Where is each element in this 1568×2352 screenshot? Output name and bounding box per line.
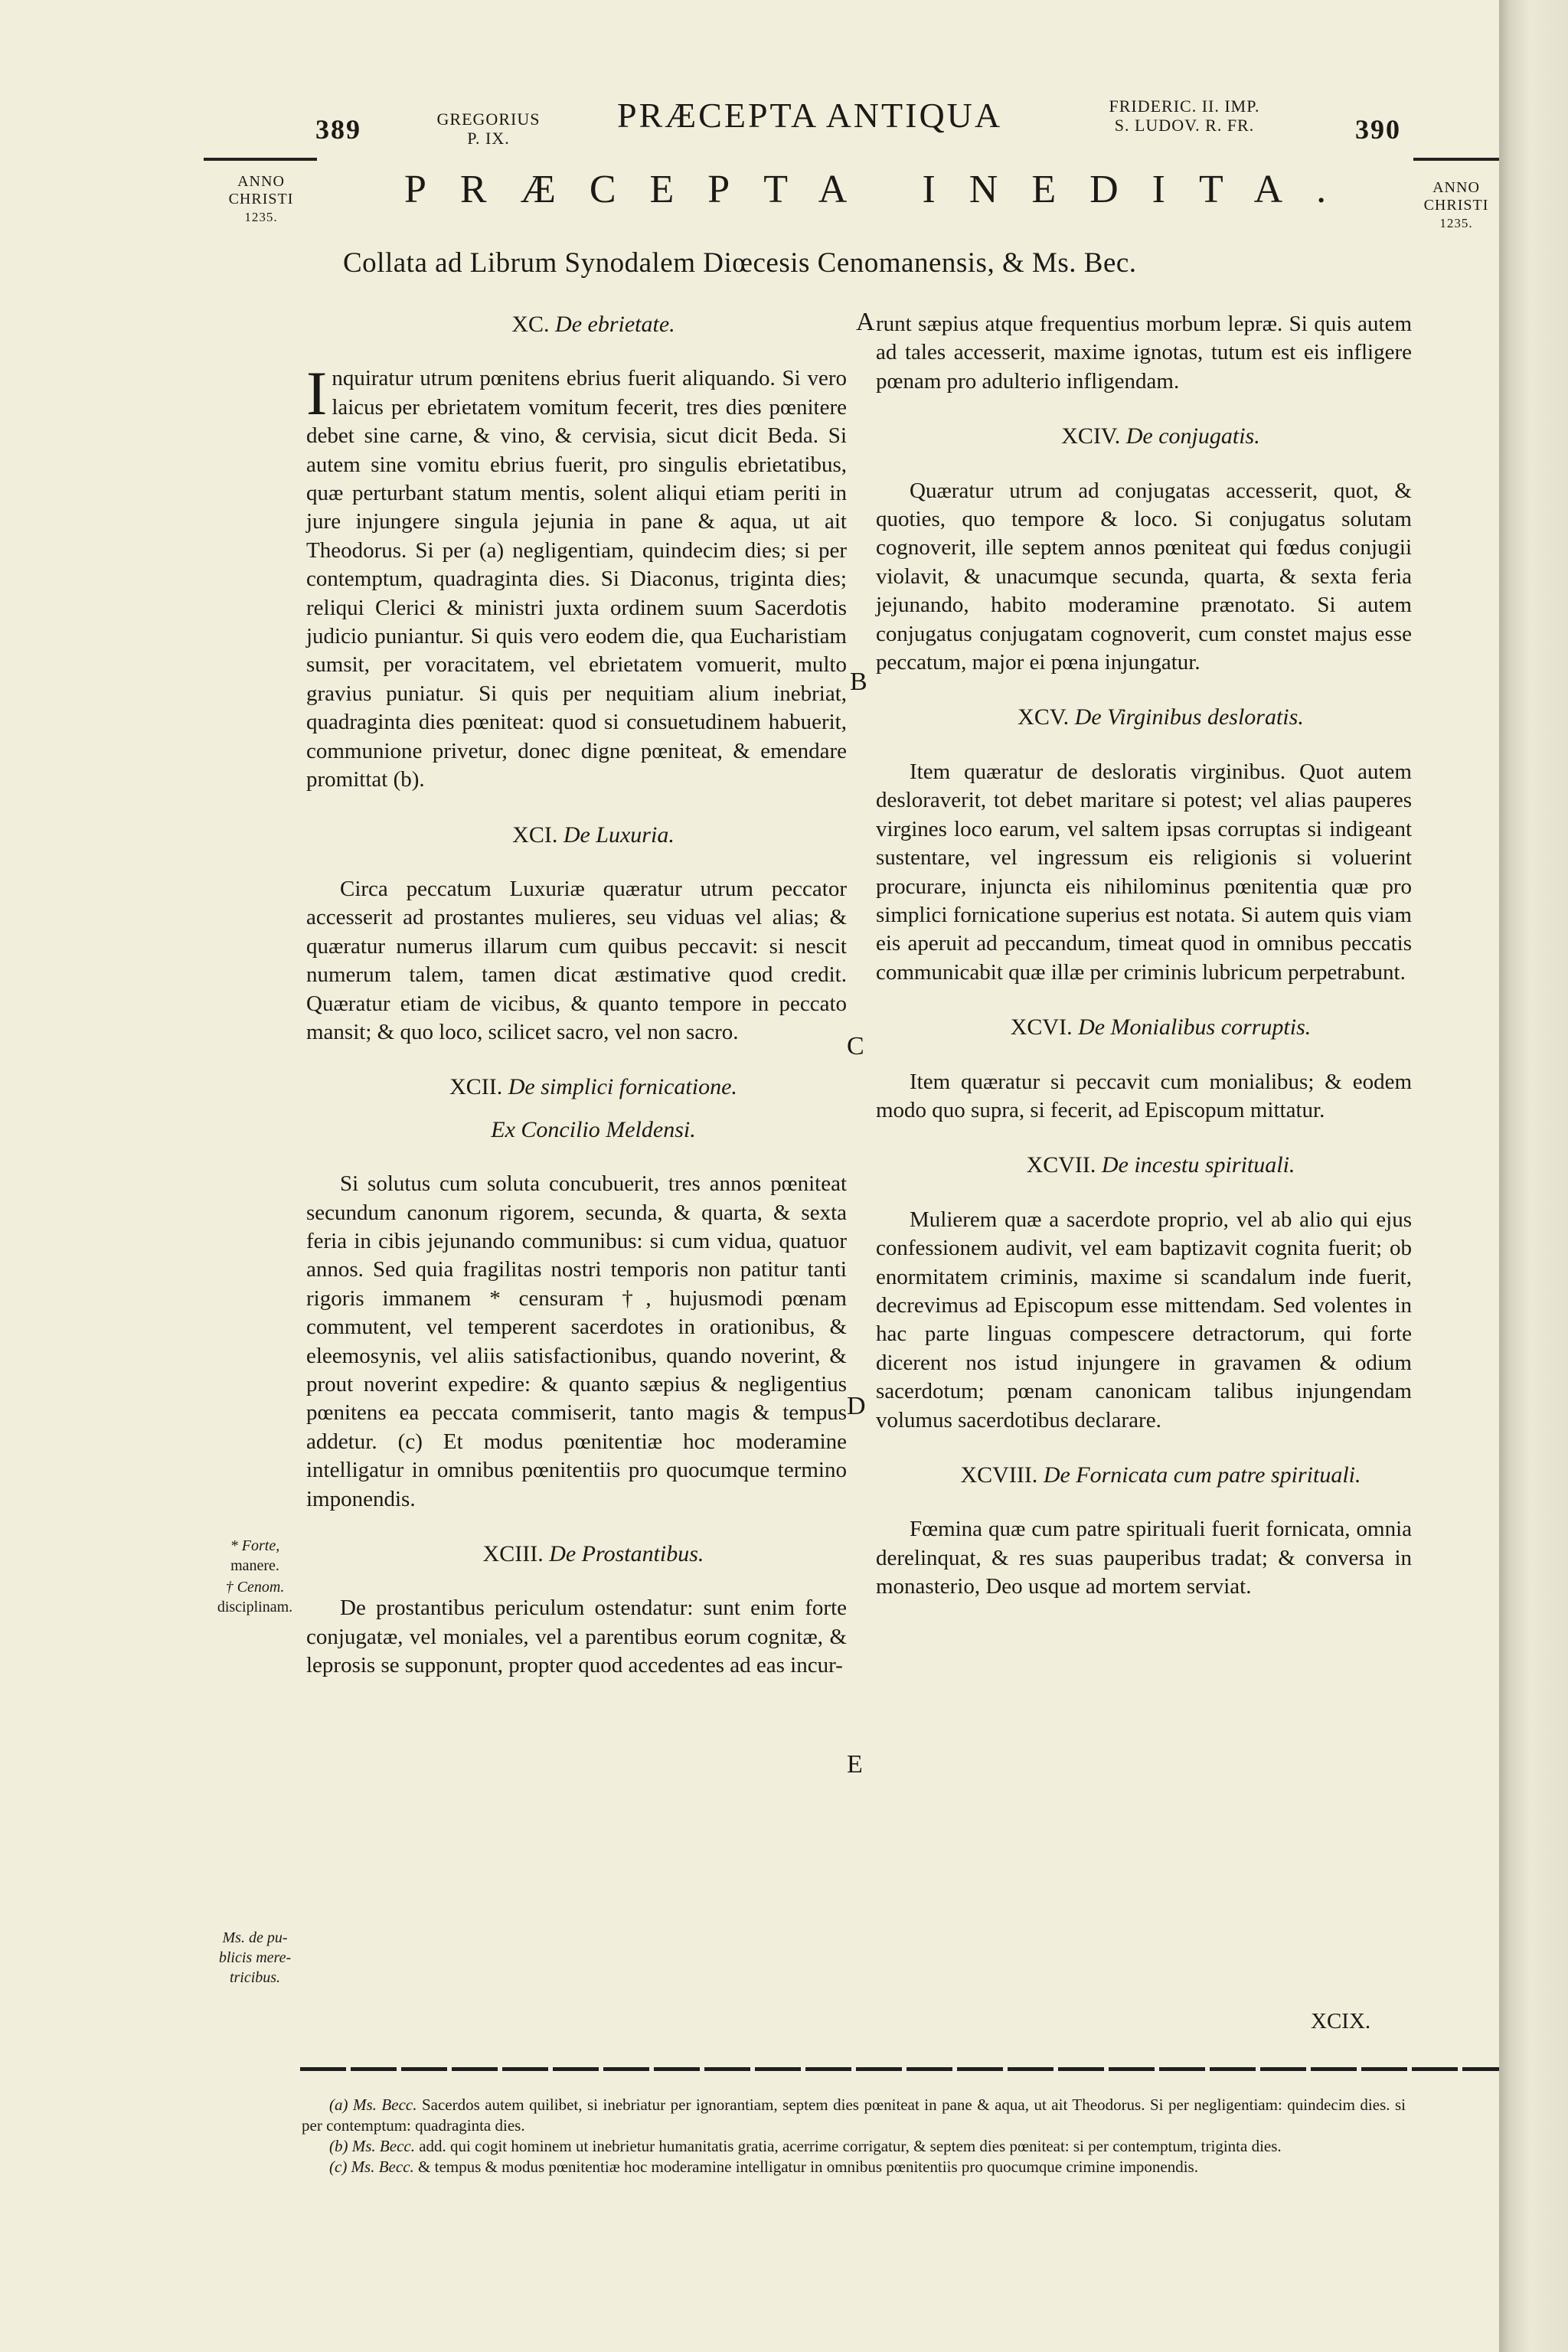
anno-left	[205, 173, 317, 226]
section-number-92: XCII.	[449, 1074, 503, 1100]
section-title-98: De Fornicata cum patre spirituali.	[1043, 1462, 1361, 1488]
anno-right-line1: ANNO	[1432, 179, 1480, 196]
running-author-line1: GREGORIUS	[436, 109, 541, 129]
side-note-forte-line1: * Forte,	[230, 1537, 280, 1554]
section-text-97: Mulierem quæ a sacerdote proprio, vel ab alio qui ejus confessionem audivit, vel eam baptizavit cognita fuerit; ob enormitatem criminis, maxime si scandalum inde fuerit, decrevimus ad Episcopum esse mittendam. Sed volentes in hac parte linguas compescere detractorum, qui forte dicerent nos istud injungere in gravamen & odium sacerdotum; pœnam canonicam talibus injungendam volumus sacerdotibus declarare.	[876, 1207, 1412, 1432]
section-source-92	[306, 1116, 847, 1144]
footnote-c-source: Ms. Becc.	[351, 2158, 414, 2176]
side-note-cenom	[207, 1577, 303, 1617]
margin-letter-c: C	[847, 1032, 864, 1060]
catchword: XCIX.	[1311, 2009, 1371, 2034]
section-heading-91	[306, 821, 847, 849]
section-text-94: Quæratur utrum ad conjugatas accesserit, quot, & quoties, quo tempore & loco. Si conjugatus solutam cognoverit, ille septem annos pœniteat qui fœdus conjugii violavit, & unacumque secunda, quarta, & sexta feria jejunando, habito moderamine prænotato. Si autem conjugatus conjugatam cognoverit, cum constet majus esse peccatum, major ei pœna injungatur.	[876, 478, 1412, 675]
side-note-ms	[207, 1928, 303, 1988]
section-text-92: Si solutus cum soluta concubuerit, tres annos pœniteat secundum canonum rigorem, secunda, & quarta, & sexta feria in cibis jejunando communibus: si cum vidua, quatuor annos. Sed quia fragilitas nostri temporis non patitur tanti rigoris immanem * censuram †, hujusmodi pœnam commutent, vel temperent sacerdotes in orationibus, & eleemosynis, vel aliis satisfactionibus, quando noverint, & prout noverint expedire: & quanto sæpius & negligentius pœnitens ea peccata commiserit, tanto magis & tempus addetur. (c) Et modus pœnitentiæ hoc moderamine intelligatur in omnibus pœnitentiis pro quocumque termino imponendis.	[306, 1171, 847, 1511]
section-title-97: De incestu spirituali.	[1101, 1152, 1295, 1178]
section-text-93: De prostantibus periculum ostendatur: sunt enim forte conjugatæ, vel moniales, vel a parentibus eorum cognitæ, & leprosis se supponunt, propter quod accedentes ad eas incur-	[306, 1596, 847, 1678]
section-heading-95	[876, 703, 1412, 731]
running-ruler-line2: S. LUDOV. R. FR.	[1114, 116, 1255, 135]
side-note-cenom-line2: disciplinam.	[217, 1599, 293, 1615]
margin-letter-a: A	[856, 308, 875, 336]
footnote-rule	[300, 2067, 1499, 2071]
main-title: PRÆCEPTA INEDITA.	[404, 168, 1361, 211]
section-heading-93	[306, 1540, 847, 1568]
right-column	[876, 310, 1412, 1602]
running-ruler-line1: FRIDERIC. II. IMP.	[1109, 96, 1260, 116]
anno-left-rule	[204, 158, 317, 161]
left-column	[306, 310, 847, 1681]
section-number-90: XC.	[511, 312, 550, 337]
section-number-94: XCIV.	[1061, 423, 1121, 449]
margin-letter-d: D	[847, 1392, 866, 1420]
section-number-93: XCIII.	[482, 1541, 544, 1567]
footnote-c-mark: (c)	[329, 2158, 348, 2176]
footnote-a	[302, 2095, 1406, 2136]
section-title-94: De conjugatis.	[1125, 423, 1260, 449]
anno-left-line2: CHRISTI	[228, 191, 294, 207]
section-heading-90	[306, 310, 847, 338]
section-heading-96	[876, 1013, 1412, 1041]
footnote-a-mark: (a)	[329, 2096, 348, 2114]
page-number-right: 390	[1355, 114, 1401, 145]
anno-left-line1: ANNO	[237, 173, 285, 190]
running-title: PRÆCEPTA ANTIQUA	[617, 96, 1003, 135]
anno-right-year: 1235.	[1439, 216, 1473, 230]
running-author	[420, 109, 557, 148]
anno-right-line2: CHRISTI	[1423, 197, 1489, 214]
anno-right-rule	[1413, 158, 1499, 161]
footnote-b-source: Ms. Becc.	[351, 2137, 415, 2155]
section-heading-92	[306, 1073, 847, 1101]
section-text-93-continued: runt sæpius atque frequentius morbum lepræ. Si quis autem ad tales accesserit, maxime ignotas, tutum est eis infligere pœnam pro adulterio infligendam.	[876, 312, 1412, 394]
margin-letter-b: B	[850, 668, 867, 696]
side-note-ms-line3: tricibus.	[229, 1969, 281, 1986]
footnote-c-text: & tempus & modus pœnitentiæ hoc moderamine intelligatur in omnibus pœnitentiis pro quocumque crimine imponendis.	[418, 2158, 1198, 2176]
section-number-91: XCI.	[512, 822, 558, 848]
side-note-cenom-line1: † Cenom.	[225, 1579, 285, 1596]
subtitle: Collata ad Librum Synodalem Diœcesis Cenomanensis, & Ms. Bec.	[343, 247, 1137, 279]
section-title-91: De Luxuria.	[563, 822, 675, 848]
section-number-98: XCVIII.	[960, 1462, 1038, 1488]
section-text-91: Circa peccatum Luxuriæ quæratur utrum peccator accesserit ad prostantes mulieres, seu viduas vel alias; & quæratur numerus illarum cum quibus peccavit: si nescit numerum talem, tamen dicat æstimative quod credit. Quæratur etiam de vicibus, & quanto tempore in peccato mansit; & quo loco, scilicet sacro, vel non sacro.	[306, 876, 847, 1044]
footnote-a-source: Ms. Becc.	[353, 2096, 417, 2114]
running-ruler	[1066, 96, 1303, 135]
section-number-97: XCVII.	[1026, 1152, 1096, 1178]
section-number-95: XCV.	[1018, 704, 1070, 730]
section-text-98: Fœmina quæ cum patre spirituali fuerit fornicata, omnia derelinquat, & res suas pauperibus tradat; & conversa in monasterio, Deo usque ad mortem serviat.	[876, 1517, 1412, 1599]
page-number-left: 389	[315, 114, 361, 145]
side-note-forte	[207, 1536, 303, 1576]
section-title-96: De Monialibus corruptis.	[1078, 1014, 1312, 1040]
anno-left-year: 1235.	[244, 210, 278, 224]
anno-right	[1418, 179, 1494, 232]
section-text-90: Inquiratur utrum pœnitens ebrius fuerit aliquando. Si vero laicus per ebrietatem vomitum fecerit, tres dies pœnitere debet sine carne, & vino, & cervisia, sicut dicit Beda. Si autem sine vomitu ebrius fuerit, pro singulis ebrietatibus, quæ perturbant statum mentis, solent aliqui etiam periti in jure injungere singula jejunia in pane & aqua, ut ait Theodorus. Si per (a) negligentiam, quindecim dies; si per contemptum, quadraginta dies. Si Diaconus, triginta dies; reliqui Clerici & ministri juxta ordinem suum Sacerdotis judicio puniantur. Si quis vero eodem die, qua Eucharistiam sumsit, per voracitatem, vel ebrietatem vomuerit, multo gravius puniatur. Si quis per nequitiam alium inebriat, quadraginta dies pœniteat: quod si consuetudinem habuerit, communione privetur, donec digne pœniteat, & emendare promittat (b).	[306, 358, 847, 792]
adjacent-page-edge	[1499, 0, 1568, 2352]
section-source-92-text: Ex Concilio Meldensi.	[491, 1116, 696, 1142]
footnote-c	[302, 2157, 1406, 2177]
section-heading-97	[876, 1151, 1412, 1179]
section-text-96: Item quæratur si peccavit cum monialibus; & eodem modo quo supra, si fecerit, ad Episcopum mittatur.	[876, 1069, 1412, 1122]
section-text-95: Item quæratur de desloratis virginibus. Quot autem desloraverit, tot debet maritare si potest; vel alias pauperes virgines loco earum, vel saltem ipsas corruptas si indigeant sustentare, vel ingressum eis religionis si voluerint procurare, injuncta eis nihilominus pœnitentia quæ pro simplici fornicatione superius est notata. Si autem quis viam eis aperuit ad peccandum, timeat quod in omnibus peccatis communicabit quæ illæ per criminis lubricum perpetrabunt.	[876, 759, 1412, 985]
footnote-b	[302, 2136, 1406, 2157]
section-title-95: De Virginibus desloratis.	[1074, 704, 1304, 730]
section-title-90: De ebrietate.	[555, 312, 675, 337]
section-heading-94	[876, 422, 1412, 450]
footnote-b-mark: (b)	[329, 2137, 348, 2155]
side-note-ms-line2: blicis mere-	[218, 1949, 292, 1966]
section-title-93: De Prostantibus.	[549, 1541, 704, 1567]
section-heading-98	[876, 1461, 1412, 1489]
footnote-a-text: Sacerdos autem quilibet, si inebriatur per ignorantiam, septem dies pœniteat in pane & aqua, ut ait Theodorus. Si per negligentiam: quindecim dies. si per contemptum: quadraginta dies.	[302, 2096, 1406, 2135]
section-title-92: De simplici fornicatione.	[508, 1074, 737, 1100]
margin-letter-e: E	[847, 1750, 863, 1779]
footnote-b-text: add. qui cogit hominem ut inebrietur humanitatis gratia, acerrime corrigatur, & septem dies pœniteat: si per contemptum, triginta dies.	[419, 2137, 1282, 2155]
section-number-96: XCVI.	[1010, 1014, 1073, 1040]
running-author-line2: P. IX.	[467, 129, 510, 148]
side-note-forte-line2: manere.	[230, 1557, 279, 1574]
footnotes	[302, 2095, 1406, 2177]
side-note-ms-line1: Ms. de pu-	[222, 1929, 288, 1946]
